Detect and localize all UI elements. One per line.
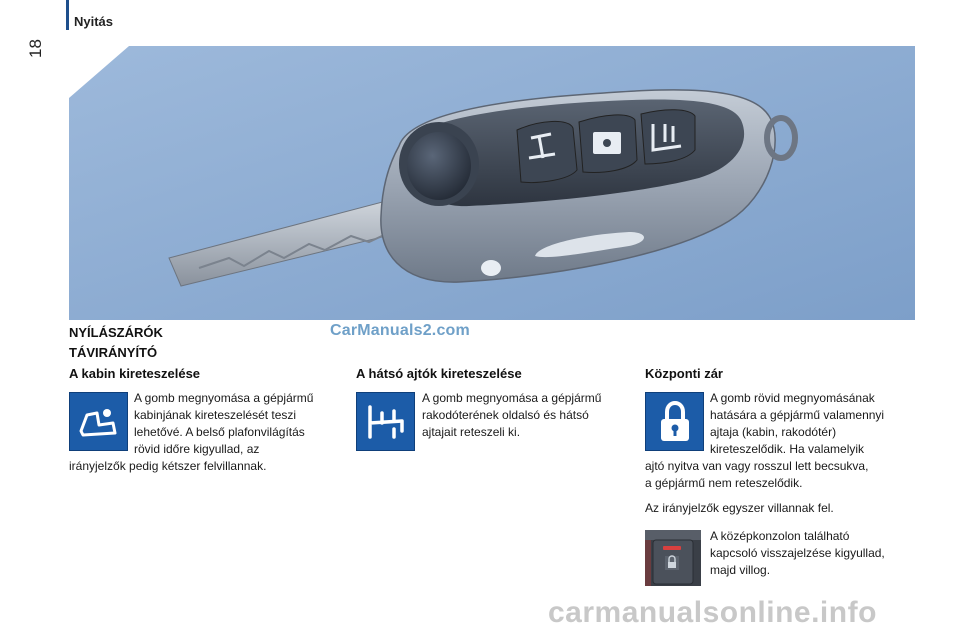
key-fob-illustration — [69, 46, 915, 320]
text-line: kabinjának kireteszelését teszi — [134, 408, 297, 422]
cab-unlock-heading: A kabin kireteszelése — [69, 366, 201, 381]
text-line: ajtajait reteszeli ki. — [422, 425, 521, 439]
rear-doors-heading: A hátsó ajtók kireteszelése — [356, 366, 522, 381]
text-line: rövid időre kigyullad, az — [134, 442, 260, 456]
text-line: ajtó nyitva van vagy rosszul lett becsukva, — [645, 459, 869, 473]
padlock-icon — [645, 392, 704, 451]
central-lock-text-full — [645, 458, 868, 492]
main-heading-line1: NYÍLÁSZÁRÓK — [69, 325, 163, 340]
text-line: A gomb rövid megnyomásának — [710, 391, 875, 405]
main-heading-line2: TÁVIRÁNYÍTÓ — [69, 345, 158, 360]
section-title: Nyitás — [74, 14, 114, 29]
cab-unlock-icon — [69, 392, 128, 451]
text-line: lehetővé. A belső plafonvilágítás — [134, 425, 305, 439]
console-switch-image — [645, 530, 701, 586]
text-line: A gomb megnyomása a gépjármű — [422, 391, 602, 405]
text-line: A középkonzolon található — [710, 529, 850, 543]
text-line: kireteszelődik. Ha valamelyik — [710, 442, 865, 456]
console-switch-text — [710, 528, 930, 579]
central-lock-text-extra: Az irányjelzők egyszer villannak fel. — [645, 501, 834, 515]
central-lock-text — [710, 390, 930, 458]
central-lock-heading: Központi zár — [645, 366, 723, 381]
cab-unlock-text-full: irányjelzők pedig kétszer felvillannak. — [69, 459, 267, 473]
text-line: hatására a gépjármű valamennyi — [710, 408, 885, 422]
rear-doors-text — [422, 390, 632, 441]
page-number: 18 — [26, 39, 45, 58]
footer-watermark: carmanualsonline.info — [548, 596, 877, 629]
text-line: majd villog. — [710, 563, 771, 577]
watermark-carmanuals: CarManuals2.com — [330, 322, 470, 339]
text-line: a gépjármű nem reteszelődik. — [645, 476, 803, 490]
rear-doors-unlock-icon — [356, 392, 415, 451]
text-line: A gomb megnyomása a gépjármű — [134, 391, 314, 405]
page-margin-rule — [66, 0, 69, 30]
text-line: rakodóterének oldalsó és hátsó — [422, 408, 589, 422]
text-line: ajtaja (kabin, rakodótér) — [710, 425, 837, 439]
cab-unlock-text — [134, 390, 344, 458]
main-heading — [69, 323, 163, 363]
text-line: kapcsoló visszajelzése kigyullad, — [710, 546, 885, 560]
